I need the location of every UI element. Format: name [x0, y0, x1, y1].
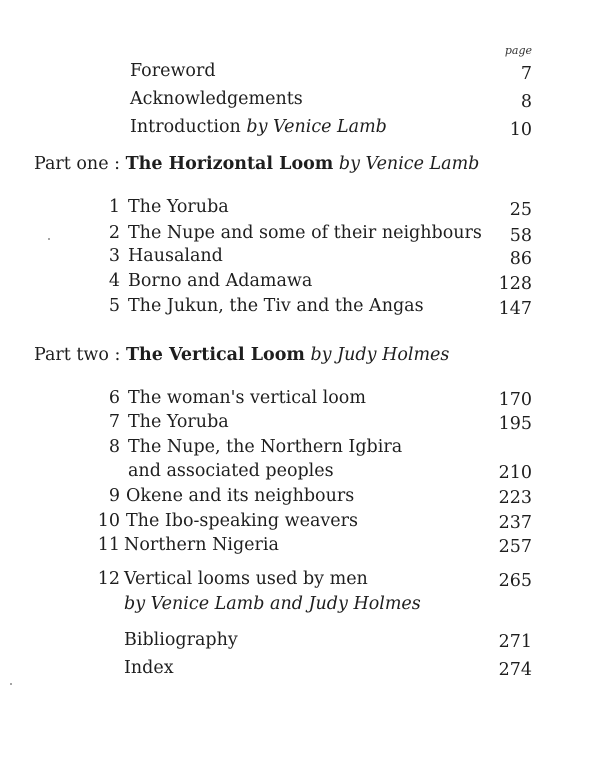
chapter-title: The Nupe, the Northern Igbira	[128, 437, 403, 457]
chapter-page: 223	[498, 488, 532, 508]
chapter-title: The woman's vertical loom	[128, 388, 366, 408]
chapter-number: 2	[108, 223, 120, 243]
chapter-title: The Yoruba	[128, 412, 229, 432]
chapter-number: 11	[97, 535, 120, 555]
toc-entry-title: Foreword	[130, 61, 216, 81]
part-one-heading	[34, 156, 479, 174]
chapter-number: 3	[108, 246, 120, 266]
part-author: by Judy Holmes	[310, 345, 450, 365]
chapter-title: Borno and Adamawa	[128, 271, 313, 291]
toc-entry-title: Acknowledgements	[130, 89, 303, 109]
toc-entry-page: 10	[509, 120, 532, 140]
chapter-number: 7	[108, 412, 120, 432]
part-label: Part one :	[34, 154, 121, 174]
chapter-title: The Nupe and some of their neighbours	[128, 223, 482, 243]
chapter-author: by Venice Lamb and Judy Holmes	[124, 594, 421, 614]
toc-entry-page: 7	[520, 64, 532, 84]
chapter-number: 4	[108, 271, 120, 291]
toc-entry-title: Bibliography	[124, 630, 238, 650]
chapter-number: 12	[97, 569, 120, 589]
toc-entry-page: 274	[498, 660, 532, 680]
chapter-number: 10	[97, 511, 120, 531]
part-title: The Horizontal Loom	[125, 154, 334, 174]
chapter-page: 210	[498, 463, 532, 483]
chapter-number: 8	[108, 437, 120, 457]
toc-entry-page: 271	[498, 632, 532, 652]
chapter-page: 86	[509, 249, 532, 269]
paper-speck	[48, 238, 50, 240]
toc-entry-title	[130, 119, 387, 137]
chapter-title: The Ibo-speaking weavers	[126, 511, 358, 531]
toc-entry-title: Index	[124, 658, 174, 678]
chapter-number: 1	[108, 197, 120, 217]
chapter-page: 237	[498, 513, 532, 533]
chapter-title: The Yoruba	[128, 197, 229, 217]
chapter-title-continued: and associated peoples	[128, 461, 334, 481]
chapter-title: The Jukun, the Tiv and the Angas	[128, 296, 424, 316]
paper-speck	[10, 683, 12, 685]
chapter-number: 5	[108, 296, 120, 316]
faint-bleed-through-header	[136, 0, 345, 16]
chapter-page: 257	[498, 537, 532, 557]
chapter-page: 128	[498, 274, 532, 294]
chapter-page: 25	[509, 200, 532, 220]
chapter-title: Northern Nigeria	[124, 535, 279, 555]
page-column-label: page	[504, 44, 532, 57]
toc-entry-page: 8	[520, 92, 532, 112]
part-label: Part two :	[34, 345, 121, 365]
chapter-title: Okene and its neighbours	[126, 486, 355, 506]
chapter-page: 147	[498, 299, 532, 319]
chapter-title: Hausaland	[128, 246, 223, 266]
chapter-page: 265	[498, 571, 532, 591]
chapter-page: 58	[509, 226, 532, 246]
chapter-number: 6	[108, 388, 120, 408]
chapter-title: Vertical looms used by men	[124, 569, 368, 589]
part-author: by Venice Lamb	[338, 154, 480, 174]
chapter-number: 9	[108, 486, 120, 506]
chapter-page: 195	[498, 414, 532, 434]
toc-entry-title-text: Introduction	[130, 117, 241, 137]
chapter-page: 170	[498, 390, 532, 410]
part-two-heading	[34, 347, 449, 365]
part-title: The Vertical Loom	[125, 345, 305, 365]
toc-entry-author: by Venice Lamb	[246, 117, 387, 137]
